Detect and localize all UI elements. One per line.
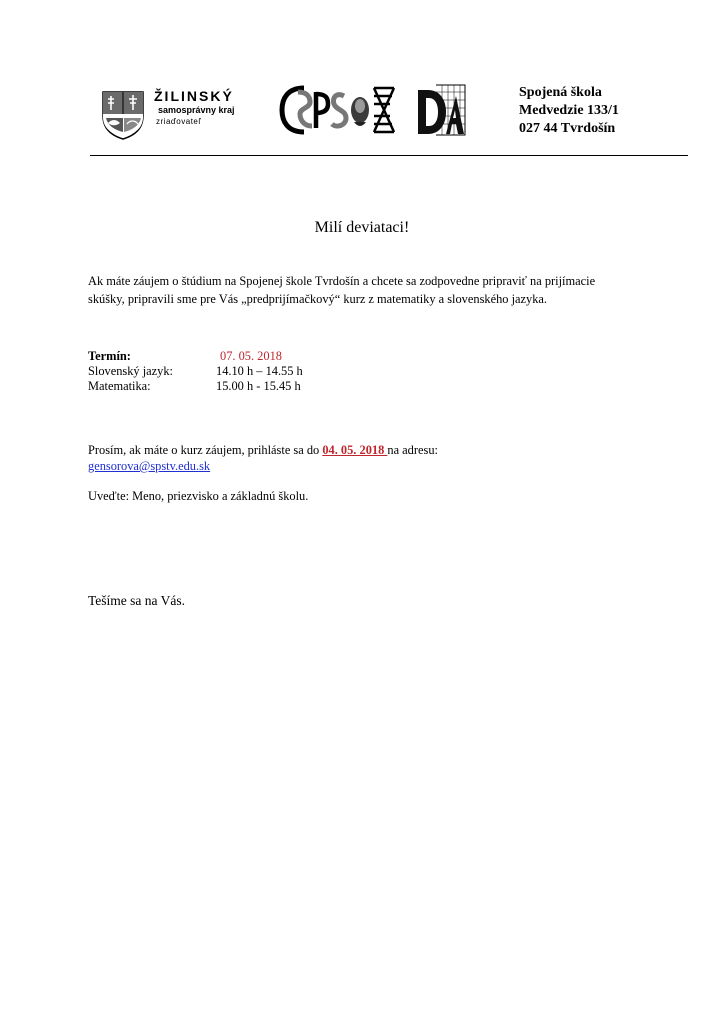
- header-divider: [90, 155, 688, 156]
- math-label: Matematika:: [88, 379, 151, 393]
- email-line: [88, 458, 438, 474]
- slovak-label: Slovenský jazyk:: [88, 364, 174, 378]
- sps-school-logo-icon: [278, 82, 396, 138]
- letterhead: [90, 78, 688, 156]
- registration-paragraph: [88, 442, 438, 474]
- region-subtitle: samosprávny kraj: [158, 105, 235, 115]
- region-founder-label: zriaďovateľ: [156, 117, 202, 126]
- letter-closing: Tešíme sa na Vás.: [88, 593, 186, 608]
- region-name-block: [154, 88, 264, 128]
- registration-deadline: 04. 05. 2018: [322, 443, 388, 457]
- math-time: 15.00 h - 15.45 h: [216, 379, 301, 393]
- registration-prefix: Prosím, ak máte o kurz záujem, prihláste sa do: [88, 443, 323, 457]
- registration-instructions: Uveďte: Meno, priezvisko a základnú školu.: [88, 489, 309, 503]
- slovak-time: 14.10 h – 14.55 h: [216, 364, 303, 378]
- term-label: Termín:: [88, 349, 131, 363]
- intro-line-1: Ak máte záujem o štúdium na Spojenej škole Tvrdošín a chcete sa zodpovedne pripraviť na prijímacie: [88, 274, 596, 288]
- email-link[interactable]: gensorova@spstv.edu.sk: [88, 459, 211, 473]
- da-academy-logo-icon: [416, 84, 466, 136]
- registration-line: [88, 442, 438, 458]
- region-title: ŽILINSKÝ: [154, 88, 234, 104]
- term-date: 07. 05. 2018: [220, 349, 282, 363]
- registration-suffix: na adresu:: [387, 443, 438, 457]
- intro-paragraph: [88, 272, 648, 308]
- intro-line-2: skúšky, pripravili sme pre Vás „predprijímačkový“ kurz z matematiky a slovenského jazyka.: [88, 292, 548, 306]
- address-city: 027 44 Tvrdošín: [519, 121, 616, 136]
- address-school-name: Spojená škola: [519, 85, 602, 100]
- address-street: Medvedzie 133/1: [519, 103, 619, 118]
- zilina-region-coat-of-arms-icon: [100, 90, 146, 140]
- school-address: [519, 84, 619, 138]
- letter-greeting: Milí deviataci!: [314, 219, 410, 236]
